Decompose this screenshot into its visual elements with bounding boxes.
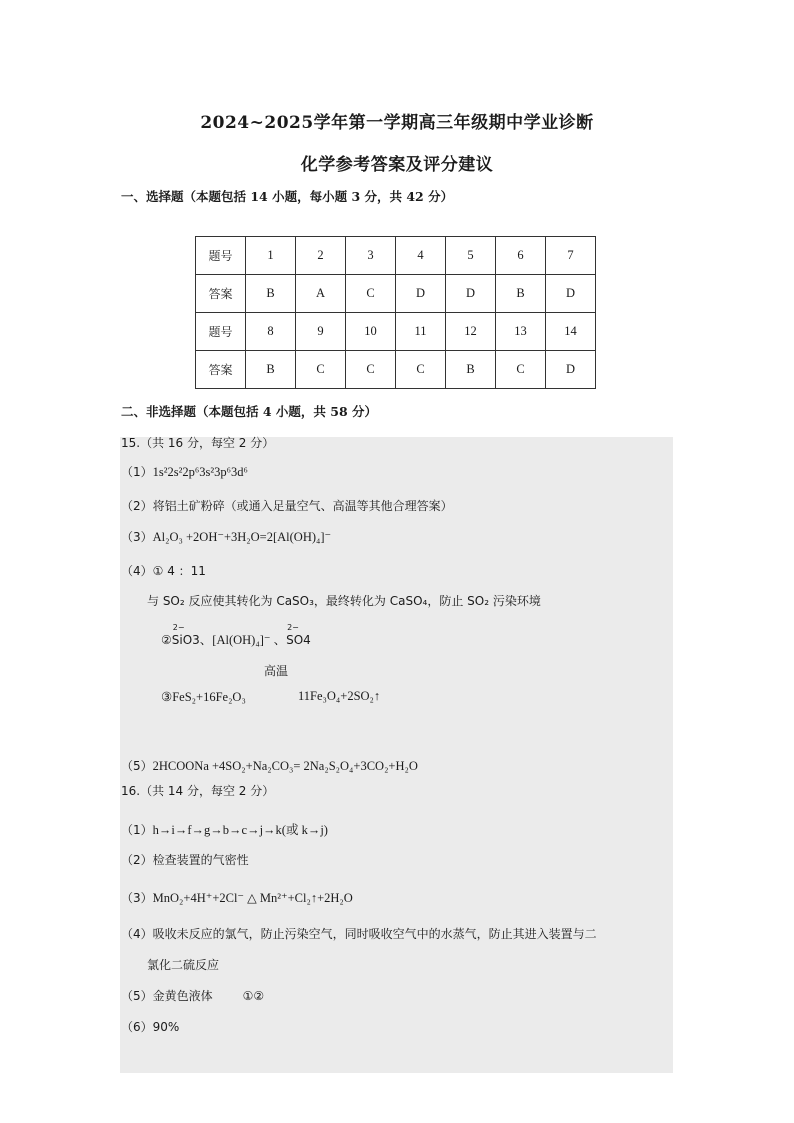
section-choice-heading: 一、选择题（本题包括 14 小题，每小题 3 分，共 42 分）: [121, 189, 454, 204]
q16-a3-label: （3）: [121, 891, 153, 905]
table-cell: 9: [296, 313, 346, 351]
table-cell: 14: [546, 313, 596, 351]
table-cell: B: [246, 275, 296, 313]
table-row: [196, 313, 596, 351]
table-cell: 1: [246, 237, 296, 275]
q15-answer-4-1: [121, 562, 206, 579]
page-subtitle: 化学参考答案及评分建议: [300, 155, 494, 175]
q15-a1-text: 1s²2s²2p⁶3s²3p⁶3d⁶: [152, 465, 248, 479]
q15-answer-3: [121, 528, 331, 545]
table-cell: D: [446, 275, 496, 313]
q15-a5-label: （5）: [121, 759, 153, 773]
table-cell: 6: [496, 237, 546, 275]
table-cell: C: [346, 351, 396, 389]
q16-answer-1: [121, 820, 328, 838]
q16-answer-5: [121, 987, 264, 1004]
q16-answer-2: （2）检查装置的气密性: [121, 853, 249, 867]
q15-a3-label: （3）: [121, 530, 153, 544]
q15-a4-2-mid: 、[Al(OH)₄]⁻ 、: [199, 633, 287, 647]
table-cell: B: [496, 275, 546, 313]
table-cell: B: [446, 351, 496, 389]
q16-header: 16.（共 14 分，每空 2 分）: [121, 784, 275, 798]
q15-a1-label: （1）: [121, 465, 153, 479]
q15-a3-text: Al₂O₃ +2OH⁻+3H₂O=2[Al(OH)₄]⁻: [152, 530, 332, 544]
answer-table: [195, 236, 596, 389]
table-cell: 13: [496, 313, 546, 351]
table-cell: 11: [396, 313, 446, 351]
table-cell: A: [296, 275, 346, 313]
table-row-header: 答案: [196, 351, 246, 389]
section-nonchoice-heading: 二、非选择题（本题包括 4 小题，共 58 分）: [121, 404, 378, 419]
table-cell: 7: [546, 237, 596, 275]
table-row: [196, 237, 596, 275]
q15-answer-4-3-right: 11Fe₃O₄+2SO₂↑: [298, 689, 381, 703]
q16-answer-6: （6）90%: [121, 1020, 180, 1034]
q15-a4-label: （4）: [121, 564, 153, 578]
table-cell: 3: [346, 237, 396, 275]
table-cell: 10: [346, 313, 396, 351]
table-cell: C: [346, 275, 396, 313]
q16-a5-text: ①②: [242, 989, 265, 1003]
table-cell: C: [296, 351, 346, 389]
table-row-header: 题号: [196, 313, 246, 351]
table-cell: D: [546, 275, 596, 313]
q16-a1-text: h→i→f→g→b→c→j→k(或 k→j): [152, 823, 328, 837]
ion-silicate: SiO3 2−: [171, 623, 200, 647]
q15-answer-1: [121, 463, 248, 480]
table-row: [196, 351, 596, 389]
q15-header: 15.（共 16 分，每空 2 分）: [121, 436, 275, 450]
q15-a4-2-pre: ②: [161, 633, 172, 647]
reaction-condition-high-temp: 高温: [264, 664, 289, 678]
q16-a5-label: （5）金黄色液体: [121, 989, 213, 1003]
table-row-header: 题号: [196, 237, 246, 275]
q15-answer-5: [121, 757, 418, 774]
table-row: [196, 275, 596, 313]
q16-a1-label: （1）: [121, 823, 153, 837]
q15-answer-2: （2）将铝土矿粉碎（或通入足量空气、高温等其他合理答案）: [121, 499, 453, 513]
table-cell: D: [396, 275, 446, 313]
q15-answer-4-2: [161, 623, 311, 648]
table-cell: C: [496, 351, 546, 389]
table-cell: 12: [446, 313, 496, 351]
table-cell: 4: [396, 237, 446, 275]
table-cell: B: [246, 351, 296, 389]
q16-answer-4-line1: （4）吸收未反应的氯气，防止污染空气，同时吸收空气中的水蒸气，防止其进入装置与二: [121, 927, 597, 941]
q15-answer-4-1b: 与 SO₂ 反应使其转化为 CaSO₃，最终转化为 CaSO₄，防止 SO₂ 污染环境: [147, 594, 541, 608]
table-cell: 5: [446, 237, 496, 275]
q16-a3-text: MnO₂+4H⁺+2Cl⁻ △ Mn²⁺+Cl₂↑+2H₂O: [152, 891, 353, 905]
q15-a4-1-text: ① 4 ：11: [152, 564, 206, 578]
page-title: 2024~2025学年第一学期高三年级期中学业诊断: [200, 113, 594, 133]
q16-answer-4-line2: 氯化二硫反应: [147, 958, 220, 972]
q16-answer-3: [121, 889, 353, 906]
q15-answer-4-3-left: ③FeS₂+16Fe₂O₃: [161, 690, 246, 704]
table-cell: 2: [296, 237, 346, 275]
table-cell: 8: [246, 313, 296, 351]
table-row-header: 答案: [196, 275, 246, 313]
q15-a5-text: 2HCOONa +4SO₂+Na₂CO₃= 2Na₂S₂O₄+3CO₂+H₂O: [152, 759, 418, 773]
table-cell: C: [396, 351, 446, 389]
ion-sulfate: SO4 2−: [286, 623, 311, 647]
table-cell: D: [546, 351, 596, 389]
